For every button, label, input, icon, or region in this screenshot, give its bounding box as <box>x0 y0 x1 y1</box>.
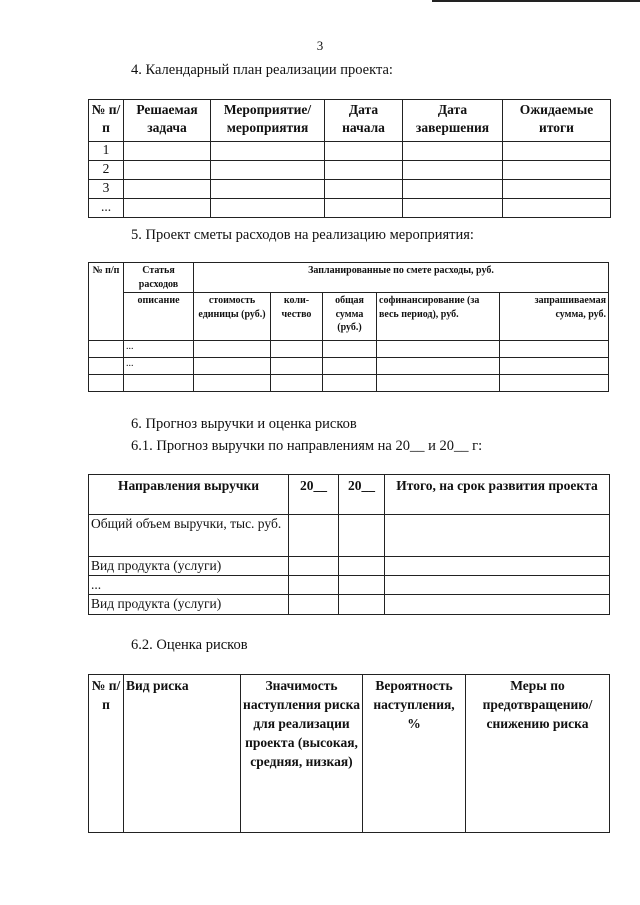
risk-assessment-table <box>88 674 610 833</box>
calendar-plan-table <box>88 99 611 218</box>
subheader-total: общая сумма (руб.) <box>323 293 377 341</box>
revenue-row-label: ... <box>89 576 289 595</box>
table-row <box>89 341 609 358</box>
subheader-cofinancing: софинансирование (за весь период), руб. <box>377 293 500 341</box>
section6-2-heading: 6.2. Оценка рисков <box>131 637 248 653</box>
section5-heading: 5. Проект сметы расходов на реализацию мероприятия: <box>131 227 474 243</box>
table-row <box>89 199 611 218</box>
subheader-quantity: коли-чество <box>271 293 323 341</box>
table-row <box>89 576 610 595</box>
header-task: Решаемая задача <box>124 100 211 142</box>
budget-header-planned: Запланированные по смете расходы, руб. <box>194 263 609 293</box>
revenue-header-total: Итого, на срок развития проекта <box>385 475 610 515</box>
table-row <box>89 161 611 180</box>
section4-heading: 4. Календарный план реализации проекта: <box>131 62 393 78</box>
table-row <box>89 358 609 375</box>
revenue-header-year2: 20__ <box>339 475 385 515</box>
header-num: № п/п <box>89 100 124 142</box>
subheader-requested: запрашиваемая сумма, руб. <box>500 293 609 341</box>
header-activity: Мероприятие/ мероприятия <box>211 100 325 142</box>
revenue-row-label: Общий объем выручки, тыс. руб. <box>89 515 289 557</box>
subheader-description: описание <box>124 293 194 341</box>
row-number: 3 <box>89 180 124 199</box>
row-number: 2 <box>89 161 124 180</box>
budget-header-num: № п/п <box>89 263 124 341</box>
budget-table <box>88 262 609 392</box>
header-start-date: Дата начала <box>325 100 403 142</box>
section6-heading: 6. Прогноз выручки и оценка рисков <box>131 416 357 432</box>
table-row <box>89 557 610 576</box>
row-ellipsis: ... <box>124 358 194 375</box>
risk-header-significance: Значимость наступления риска для реализации проекта (высокая, средняя, низкая) <box>241 675 363 833</box>
row-ellipsis: ... <box>124 341 194 358</box>
section6-1-heading: 6.1. Прогноз выручки по направлениям на 20__ и 20__ г: <box>131 438 483 454</box>
subheader-unit-cost: стоимость единицы (руб.) <box>194 293 271 341</box>
table-row <box>89 142 611 161</box>
revenue-row-label: Вид продукта (услуги) <box>89 557 289 576</box>
header-expected-results: Ожидаемые итоги <box>503 100 611 142</box>
budget-header-article: Статья расходов <box>124 263 194 293</box>
risk-header-measures: Меры по предотвращению/ снижению риска <box>466 675 610 833</box>
risk-header-type: Вид риска <box>124 675 241 833</box>
top-border-line <box>432 0 640 2</box>
table-row <box>89 595 610 614</box>
risk-header-probability: Вероятность наступления, % <box>363 675 466 833</box>
revenue-header-year1: 20__ <box>289 475 339 515</box>
row-number: ... <box>89 199 124 218</box>
table-row <box>89 375 609 392</box>
revenue-forecast-table <box>88 474 610 615</box>
revenue-row-label: Вид продукта (услуги) <box>89 595 289 614</box>
header-end-date: Дата завершения <box>403 100 503 142</box>
table-row <box>89 180 611 199</box>
revenue-header-directions: Направления выручки <box>89 475 289 515</box>
risk-header-num: № п/п <box>89 675 124 833</box>
table-row <box>89 515 610 557</box>
row-empty <box>124 375 194 392</box>
row-number: 1 <box>89 142 124 161</box>
page-number: 3 <box>316 38 324 53</box>
